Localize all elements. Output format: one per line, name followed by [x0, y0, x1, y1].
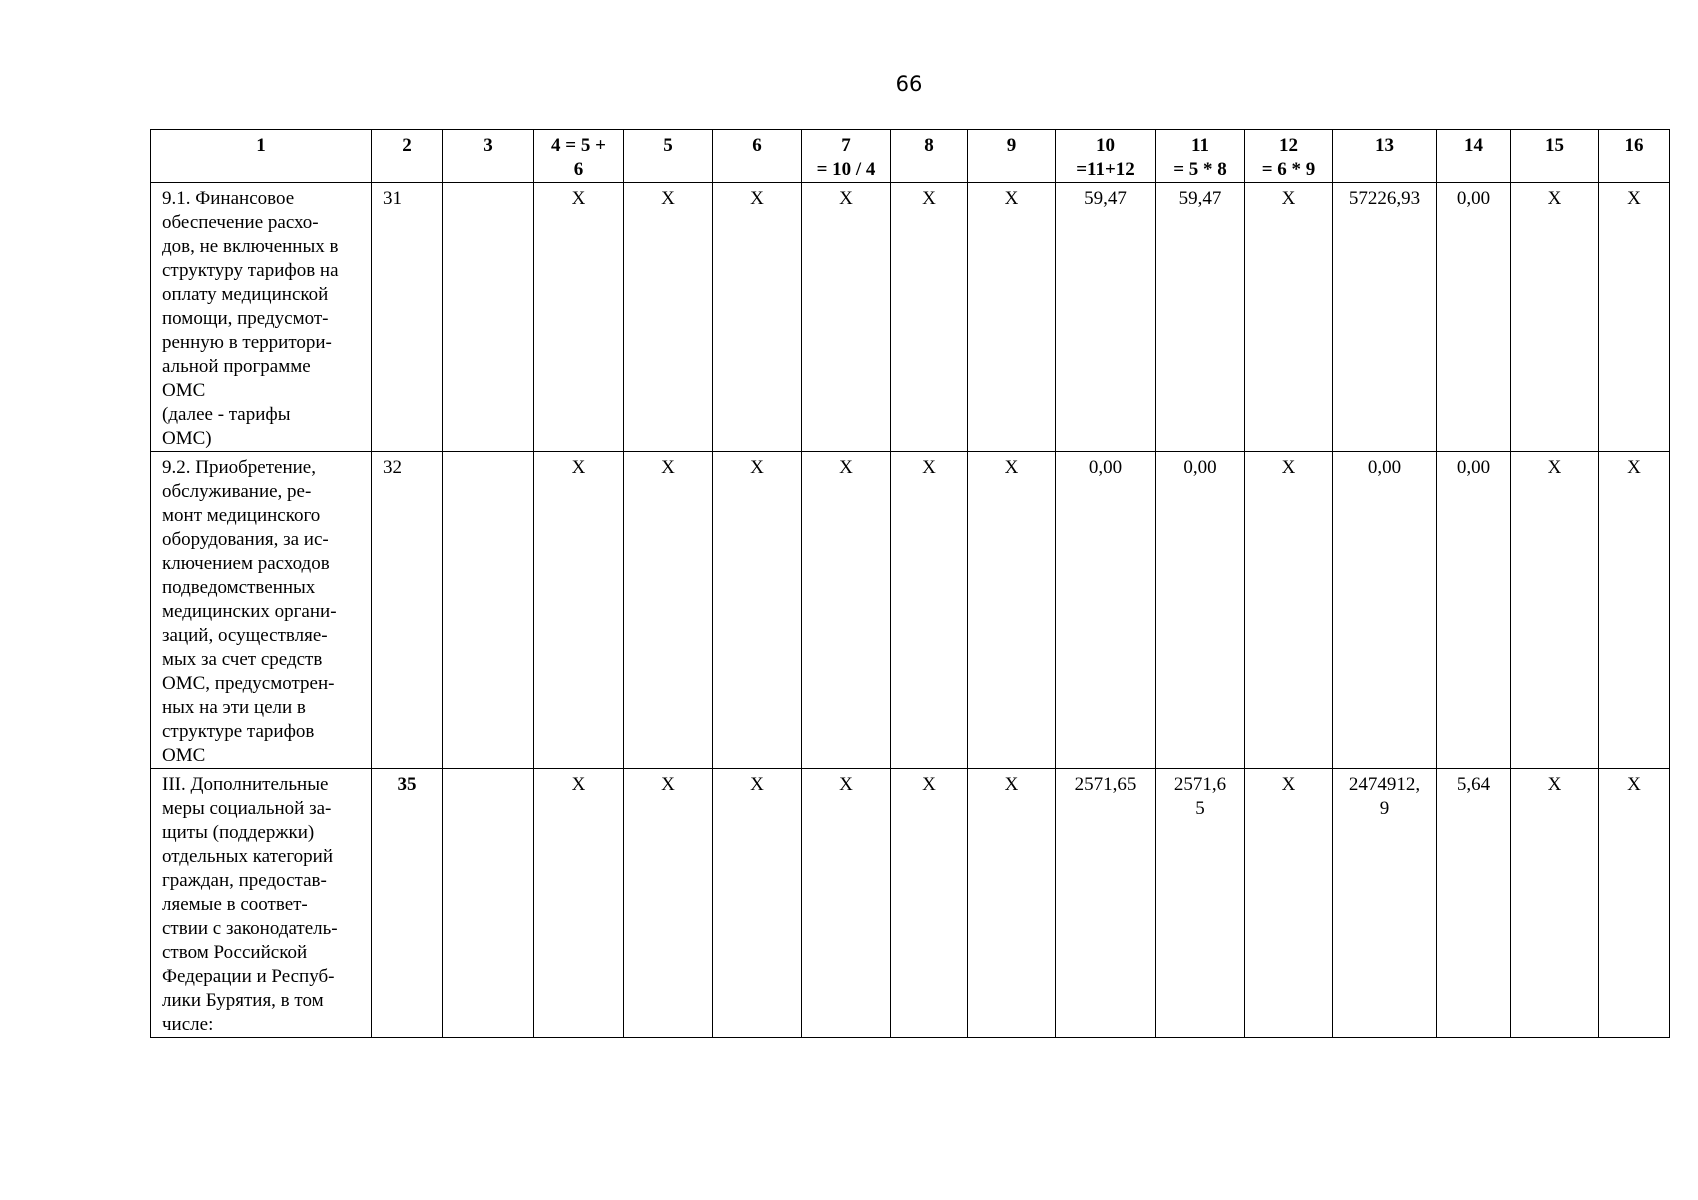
row-name-line: заций, осуществляе- — [162, 625, 328, 646]
column-header-line: 5 — [663, 135, 673, 156]
row-name-line: ствии с законодатель- — [162, 918, 338, 939]
row-name-line: щиты (поддержки) — [162, 822, 315, 843]
cell-col-3 — [443, 769, 534, 1038]
cell-line: 2571,6 — [1173, 774, 1227, 795]
column-header-9 — [968, 130, 1056, 183]
cell-col-9: X — [968, 452, 1056, 769]
column-header-line: 14 — [1464, 135, 1483, 156]
row-name-line: медицинских органи- — [162, 601, 337, 622]
cell-col-16: X — [1599, 183, 1670, 452]
column-header-line: 6 — [573, 159, 584, 180]
row-name-line: отдельных категорий — [162, 846, 334, 867]
header-row — [151, 130, 1670, 183]
row-name-line: оборудования, за ис- — [162, 529, 329, 550]
cell-col-12: X — [1245, 769, 1333, 1038]
column-header-5 — [624, 130, 713, 183]
cell-col-13 — [1333, 183, 1437, 452]
row-name-line: оплату медицинской — [162, 284, 329, 305]
cell-line: 0,00 — [1183, 457, 1217, 478]
cell-line: 9 — [1379, 798, 1390, 819]
row-name-line: подведомственных — [162, 577, 316, 598]
cell-col-15: X — [1511, 769, 1599, 1038]
row-name-line: помощи, предусмот- — [162, 308, 329, 329]
column-header-line: 6 — [752, 135, 762, 156]
row-code-cell: 32 — [372, 452, 443, 769]
cell-col-5: X — [624, 452, 713, 769]
cell-col-5: X — [624, 769, 713, 1038]
cell-col-14: 5,64 — [1437, 769, 1511, 1038]
row-name-line: граждан, предостав- — [162, 870, 327, 891]
page-number: 66 — [895, 72, 923, 96]
row-name-line: структуру тарифов на — [162, 260, 339, 281]
cell-col-11 — [1156, 769, 1245, 1038]
column-header-8 — [891, 130, 968, 183]
column-header-line: = 10 / 4 — [816, 159, 876, 180]
cell-col-15: X — [1511, 452, 1599, 769]
table-row — [151, 769, 1670, 1038]
cell-col-12: X — [1245, 183, 1333, 452]
cell-col-3 — [443, 183, 534, 452]
cell-line: 59,47 — [1178, 188, 1222, 209]
cell-col-15: X — [1511, 183, 1599, 452]
row-name-cell — [151, 183, 372, 452]
row-name-line: мых за счет средств — [162, 649, 323, 670]
data-table — [150, 129, 1670, 1038]
cell-col-8: X — [891, 183, 968, 452]
column-header-line: 11 — [1191, 135, 1209, 156]
cell-col-4: X — [534, 769, 624, 1038]
column-header-1 — [151, 130, 372, 183]
column-header-10 — [1056, 130, 1156, 183]
column-header-line: 16 — [1624, 135, 1644, 156]
cell-col-4: X — [534, 452, 624, 769]
cell-col-14: 0,00 — [1437, 452, 1511, 769]
column-header-line: 12 — [1279, 135, 1298, 156]
column-header-line: 7 — [841, 135, 851, 156]
cell-col-13 — [1333, 769, 1437, 1038]
column-header-line: 3 — [483, 135, 493, 156]
column-header-7 — [802, 130, 891, 183]
row-name-cell — [151, 769, 372, 1038]
row-name-line: ляемые в соответ- — [162, 894, 308, 915]
cell-col-5: X — [624, 183, 713, 452]
column-header-line: =11+12 — [1076, 159, 1135, 180]
row-code-cell: 35 — [372, 769, 443, 1038]
column-header-2 — [372, 130, 443, 183]
column-header-line: 4 = 5 + — [551, 135, 606, 156]
column-header-3 — [443, 130, 534, 183]
row-name-line: альной программе — [162, 356, 311, 377]
row-name-line: обслуживание, ре- — [162, 481, 312, 502]
row-name-line: Федерации и Респуб- — [162, 966, 335, 987]
cell-col-3 — [443, 452, 534, 769]
cell-col-9: X — [968, 183, 1056, 452]
cell-line: 0,00 — [1367, 457, 1402, 478]
cell-col-10: 0,00 — [1056, 452, 1156, 769]
table-row — [151, 183, 1670, 452]
column-header-line: 10 — [1096, 135, 1115, 156]
row-code-cell: 31 — [372, 183, 443, 452]
cell-col-7: X — [802, 452, 891, 769]
cell-col-11 — [1156, 183, 1245, 452]
row-name-line: ОМС, предусмотрен- — [162, 673, 335, 694]
table-body — [151, 183, 1670, 1038]
cell-col-7: X — [802, 769, 891, 1038]
column-header-15 — [1511, 130, 1599, 183]
row-name-line: ОМС) — [162, 428, 212, 449]
table-row — [151, 452, 1670, 769]
column-header-line: 2 — [402, 135, 412, 156]
column-header-12 — [1245, 130, 1333, 183]
cell-line: 57226,93 — [1348, 188, 1421, 209]
column-header-line: 15 — [1545, 135, 1564, 156]
column-header-line: 1 — [256, 135, 266, 156]
row-name-line: ключением расходов — [162, 553, 330, 574]
column-header-4 — [534, 130, 624, 183]
column-header-line: = 6 * 9 — [1261, 159, 1316, 180]
row-name-line: структуре тарифов — [162, 721, 315, 742]
column-header-line: 9 — [1006, 135, 1017, 156]
cell-col-4: X — [534, 183, 624, 452]
cell-col-8: X — [891, 452, 968, 769]
row-name-line: 9.2. Приобретение, — [162, 457, 316, 478]
column-header-13 — [1333, 130, 1437, 183]
row-name-line: обеспечение расхо- — [162, 212, 319, 233]
row-name-line: 9.1. Финансовое — [162, 188, 295, 209]
cell-col-10: 59,47 — [1056, 183, 1156, 452]
cell-col-16: X — [1599, 452, 1670, 769]
cell-col-6: X — [713, 183, 802, 452]
column-header-16 — [1599, 130, 1670, 183]
column-header-11 — [1156, 130, 1245, 183]
cell-col-16: X — [1599, 769, 1670, 1038]
row-name-line: меры социальной за- — [162, 798, 332, 819]
cell-col-13 — [1333, 452, 1437, 769]
row-name-line: числе: — [162, 1014, 214, 1035]
row-name-line: ОМС — [162, 745, 206, 766]
cell-col-11 — [1156, 452, 1245, 769]
column-header-14 — [1437, 130, 1511, 183]
row-name-line: монт медицинского — [162, 505, 321, 526]
column-header-line: 8 — [924, 135, 934, 156]
cell-line: 5 — [1195, 798, 1205, 819]
row-name-line: ством Российской — [162, 942, 308, 963]
cell-col-6: X — [713, 769, 802, 1038]
cell-line: 2474912, — [1348, 774, 1421, 795]
column-header-line: = 5 * 8 — [1173, 159, 1227, 180]
row-name-line: III. Дополнительные — [162, 774, 329, 795]
row-name-line: лики Бурятия, в том — [162, 990, 324, 1011]
cell-col-14: 0,00 — [1437, 183, 1511, 452]
cell-col-10: 2571,65 — [1056, 769, 1156, 1038]
cell-col-9: X — [968, 769, 1056, 1038]
row-name-line: ренную в территори- — [162, 332, 332, 353]
cell-col-7: X — [802, 183, 891, 452]
column-header-6 — [713, 130, 802, 183]
row-name-line: (далее - тарифы — [162, 404, 291, 425]
cell-col-8: X — [891, 769, 968, 1038]
cell-col-6: X — [713, 452, 802, 769]
column-header-line: 13 — [1375, 135, 1394, 156]
row-name-cell — [151, 452, 372, 769]
row-name-line: ных на эти цели в — [162, 697, 306, 718]
row-name-line: дов, не включенных в — [162, 236, 339, 257]
row-name-line: ОМС — [162, 380, 206, 401]
cell-col-12: X — [1245, 452, 1333, 769]
